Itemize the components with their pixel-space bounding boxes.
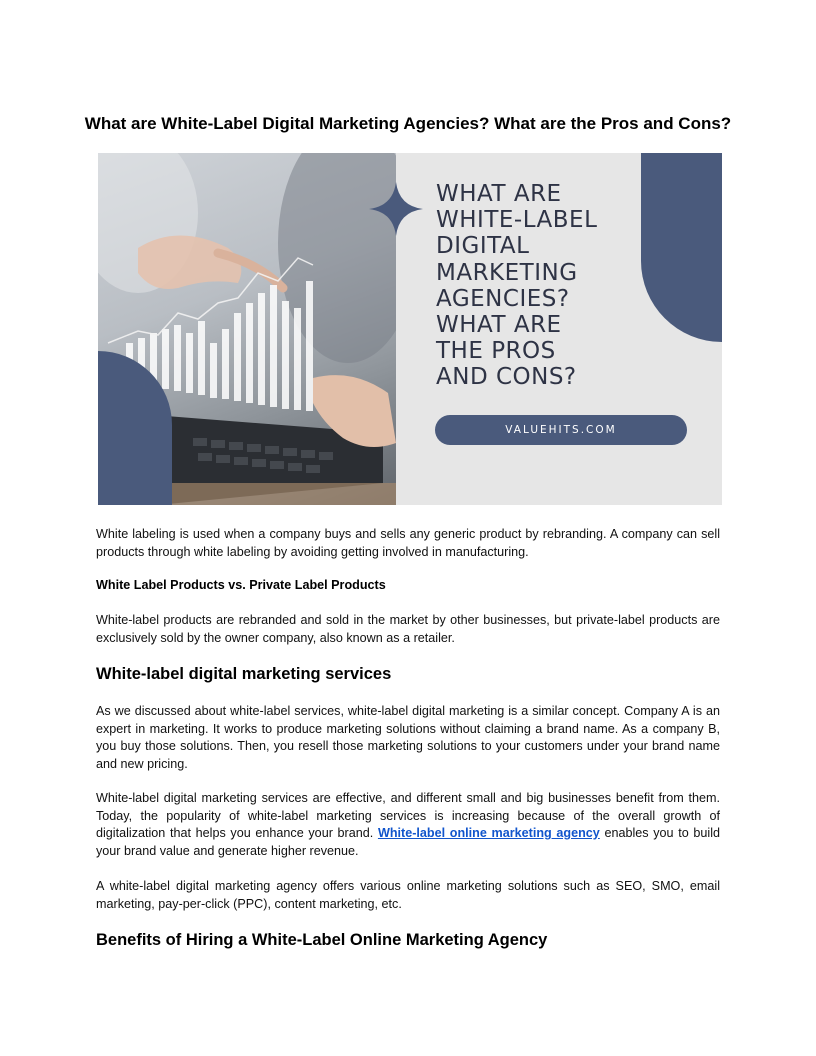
banner-headline-line: AGENCIES? [436, 285, 570, 312]
banner-headline-line: AND CONS? [436, 364, 577, 391]
sparkle-icon [369, 182, 423, 236]
services-heading: White-label digital marketing services [96, 665, 392, 683]
paragraph-text: White-label digital marketing services are effective, and different small and big businesses benefit from them. Today, the popularity of white-label marketing services is increasing because of the overall growth of digitalization that helps you enhance your brand. [96, 791, 720, 840]
banner-headline-line: MARKETING [436, 259, 578, 286]
banner-headline-line: DIGITAL [436, 233, 530, 260]
services-paragraph-3: A white-label digital marketing agency offers various online marketing solutions such as SEO, SMO, email marketing, pay-per-click (PPC), content marketing, etc. [96, 879, 720, 911]
services-paragraph-2 [96, 790, 720, 860]
banner-headline-line: WHAT ARE [436, 312, 562, 339]
products-vs-paragraph: White-label products are rebranded and sold in the market by other businesses, but private-label products are exclusively sold by the owner company, also known as a retailer. [96, 613, 720, 645]
banner-headline-line: THE PROS [436, 338, 556, 365]
intro-paragraph: White labeling is used when a company buys and sells any generic product by rebranding. A company can sell products through white labeling by avoiding getting involved in manufacturing. [96, 527, 720, 559]
banner-headline-line: WHAT ARE [436, 181, 562, 207]
products-vs-heading: White Label Products vs. Private Label Products [96, 578, 386, 592]
hero-banner [98, 153, 722, 505]
benefits-heading: Benefits of Hiring a White-Label Online Marketing Agency [96, 931, 548, 949]
page-title: What are White-Label Digital Marketing Agencies? What are the Pros and Cons? [84, 114, 732, 133]
services-paragraph-1: As we discussed about white-label services, white-label digital marketing is a similar concept. Company A is an expert in marketing. It works to produce marketing solutions without claiming a brand name. As a company B, you buy those solutions. Then, you resell those marketing solutions to your customers under your brand name and new pricing. [96, 704, 720, 771]
site-badge: VALUEHITS.COM [435, 415, 687, 445]
banner-headline [436, 181, 636, 391]
banner-headline-line: WHITE-LABEL [436, 207, 598, 234]
agency-link[interactable]: White-label online marketing agency [377, 826, 600, 840]
paragraph-text: enables you to build your brand value and generate higher revenue. [96, 826, 721, 858]
